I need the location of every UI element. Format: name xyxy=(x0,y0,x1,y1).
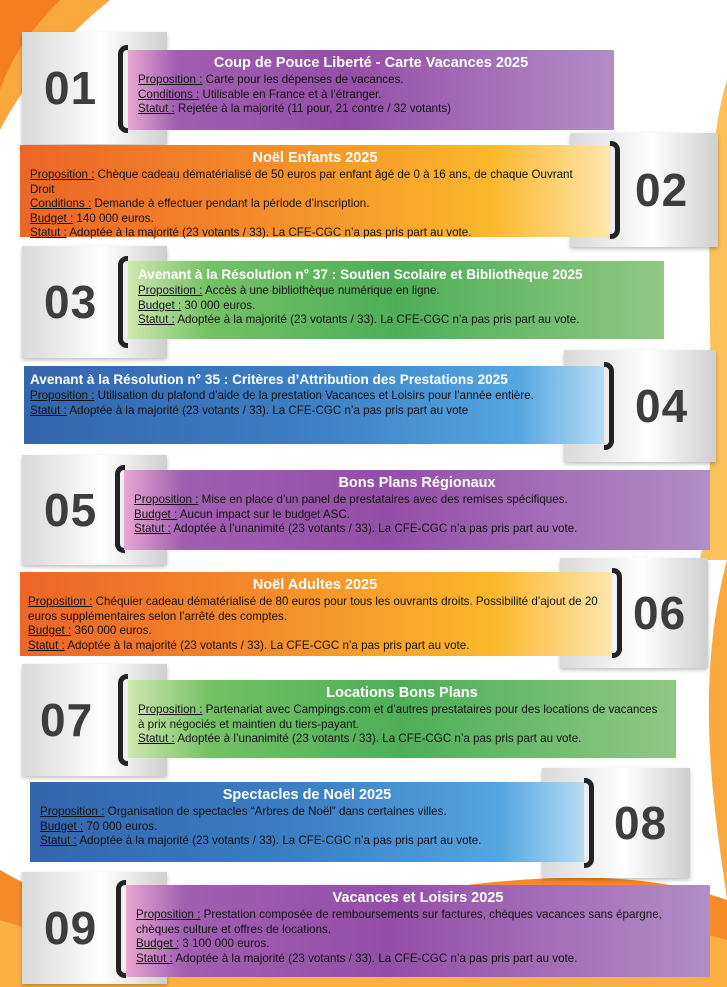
item-08 xyxy=(30,768,692,878)
item-09 xyxy=(22,872,712,984)
item-title: Noël Adultes 2025 xyxy=(252,577,378,593)
item-panel xyxy=(126,885,710,977)
bracket xyxy=(604,362,614,450)
item-line-budget: Budget : Aucun impact sur le budget ASC. xyxy=(134,507,350,521)
item-line-statut: Statut : Adoptée à la majorité (23 votants / 33). La CFE-CGC n’a pas pris part au vote. xyxy=(40,834,482,848)
item-line-statut: Statut : Adoptée à l’unanimité (23 votants / 33). La CFE-CGC n’a pas pris part au vote. xyxy=(138,732,582,746)
item-number: 05 xyxy=(44,484,98,536)
item-line-statut: Statut : Adoptée à la majorité (23 votants / 33). La CFE-CGC n’a pas pris part au vote xyxy=(30,403,469,417)
item-number: 08 xyxy=(614,797,668,849)
item-title: Avenant à la Résolution n° 37 : Soutien Scolaire et Bibliothèque 2025 xyxy=(138,267,583,282)
bracket xyxy=(610,141,620,239)
item-line-proposition: Proposition : Chéquier cadeau dématérialisé de 80 euros pour tous les ouvrants droits. Possibilité d’ajout de 20 euros supplémentaires selon l’arrêté des comptes. xyxy=(28,595,598,623)
item-line-statut: Statut : Adoptée à la majorité (23 votants / 33). La CFE-CGC n’a pas pris part au vote. xyxy=(138,313,580,327)
item-07 xyxy=(22,664,682,776)
item-title: Bons Plans Régionaux xyxy=(338,475,496,491)
item-05 xyxy=(22,455,712,565)
item-line-budget: Budget : 140 000 euros. xyxy=(30,211,154,225)
bracket xyxy=(612,568,622,658)
item-line-statut: Statut : Adoptée à l’unanimité (23 votants / 33). La CFE-CGC n’a pas pris part au vote. xyxy=(134,522,578,536)
item-line-proposition: Proposition : Utilisation du plafond d’aide de la prestation Vacances et Loisirs pour l’année entière. xyxy=(30,389,534,402)
item-panel xyxy=(128,680,676,758)
item-number: 01 xyxy=(44,62,98,114)
item-line-proposition: Proposition : Mise en place d’un panel de prestataires avec des remises spécifiques. xyxy=(134,493,568,506)
item-line-conditions: Conditions : Demande à effectuer pendant la période d’inscription. xyxy=(30,197,370,211)
item-02 xyxy=(20,133,720,247)
item-title: Noël Enfants 2025 xyxy=(252,150,378,166)
item-title: Avenant à la Résolution n° 35 : Critères d’Attribution des Prestations 2025 xyxy=(30,372,508,387)
item-line-budget: Budget : 30 000 euros. xyxy=(138,298,256,312)
item-line-proposition: Proposition : Prestation composée de remboursements sur factures, chèques vacances sans épargne, chèques culture et offres de locations. xyxy=(136,908,662,936)
bracket xyxy=(118,674,128,766)
bracket xyxy=(118,256,128,348)
item-title: Coup de Pouce Liberté - Carte Vacances 2025 xyxy=(213,55,529,71)
item-panel xyxy=(124,470,710,550)
item-line-statut: Statut : Adoptée à la majorité (23 votants / 33). La CFE-CGC n’a pas pris part au vote. xyxy=(136,951,578,965)
item-panel xyxy=(20,145,610,240)
item-panel xyxy=(30,782,584,862)
item-line-statut: Statut : Adoptée à la majorité (23 votants / 33). La CFE-CGC n’a pas pris part au vote. xyxy=(28,638,470,652)
item-01 xyxy=(22,32,622,144)
bracket xyxy=(584,778,594,868)
item-number: 04 xyxy=(635,380,689,432)
item-line-proposition: Proposition : Partenariat avec Campings.com et d’autres prestataires pour des locations de vacances à prix négociés et maintien du tiers-payant. xyxy=(138,703,658,731)
item-number: 06 xyxy=(633,587,687,639)
item-line-budget: Budget : 70 000 euros. xyxy=(40,819,158,833)
item-panel xyxy=(20,572,612,656)
item-line-proposition: Proposition : Organisation de spectacles “Arbres de Noël” dans certaines villes. xyxy=(40,805,447,818)
item-panel xyxy=(24,366,604,444)
item-line-proposition: Proposition : Carte pour les dépenses de vacances. xyxy=(138,73,404,86)
item-line-budget: Budget : 360 000 euros. xyxy=(28,624,152,638)
item-panel xyxy=(128,261,664,339)
bracket xyxy=(118,45,128,133)
item-title: Spectacles de Noël 2025 xyxy=(222,787,392,803)
item-number: 09 xyxy=(44,902,98,954)
item-title: Vacances et Loisirs 2025 xyxy=(332,890,504,906)
item-line-proposition: Proposition : Accès à une bibliothèque numérique en ligne. xyxy=(138,284,440,297)
item-panel xyxy=(128,50,614,130)
item-number: 07 xyxy=(40,694,94,746)
item-06 xyxy=(20,558,710,668)
item-number: 03 xyxy=(44,276,98,328)
item-line-statut: Statut : Rejetée à la majorité (11 pour, 21 contre / 32 votants) xyxy=(138,102,451,116)
item-line-proposition: Proposition : Chèque cadeau dématérialisé de 50 euros par enfant âgé de 0 à 16 ans, de chaque Ouvrant Droit xyxy=(30,168,573,196)
item-number: 02 xyxy=(635,164,689,216)
item-line-statut: Statut : Adoptée à la majorité (23 votants / 33). La CFE-CGC n’a pas pris part au vote. xyxy=(30,226,472,240)
item-03 xyxy=(22,246,670,358)
bracket xyxy=(116,880,126,978)
item-title: Locations Bons Plans xyxy=(326,685,478,701)
item-line-conditions: Conditions : Utilisable en France et à l’étranger. xyxy=(138,87,382,101)
item-04 xyxy=(24,350,718,462)
item-line-budget: Budget : 3 100 000 euros. xyxy=(136,937,270,951)
